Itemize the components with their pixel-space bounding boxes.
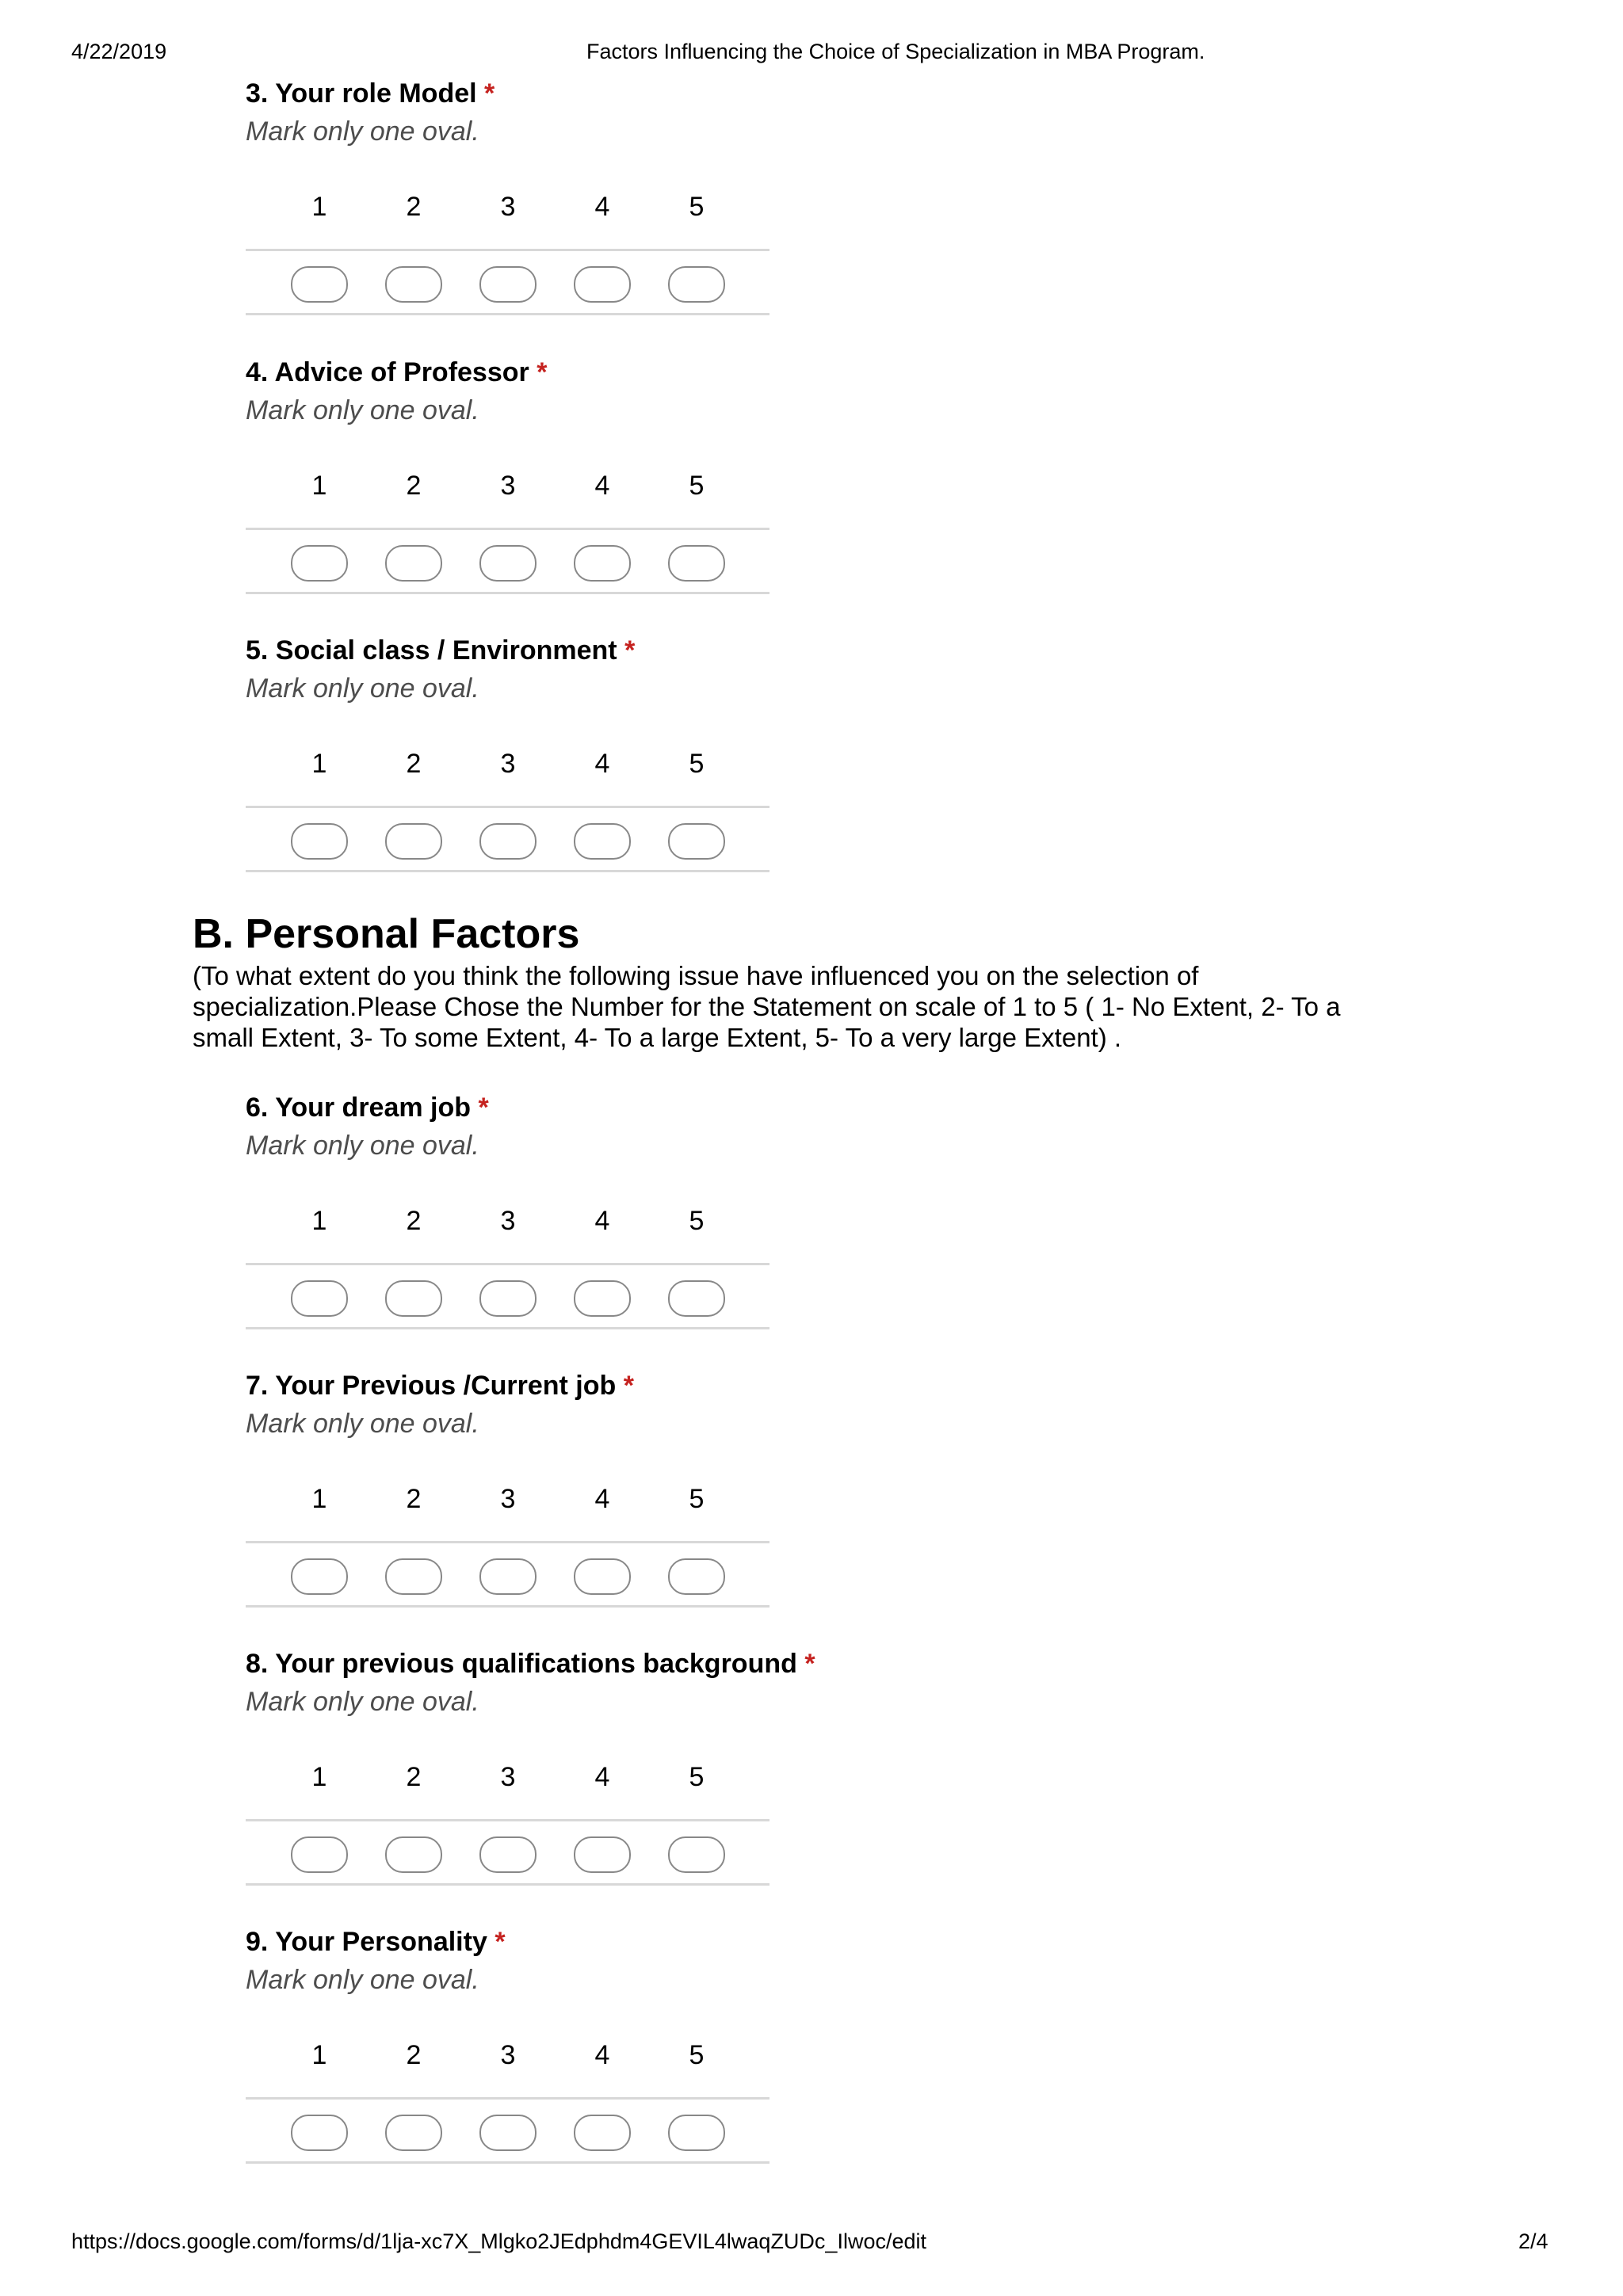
scale-label-1: 1 <box>311 1484 327 1514</box>
required-asterisk: * <box>537 357 548 387</box>
scale-label-4: 4 <box>594 1762 610 1792</box>
section-description: (To what extent do you think the following issue have influenced you on the selection of specialization.Please Chose the Number for the Statement on scale of 1 to 5 ( 1- No Extent, 2- To a small Extent, 3- To some Extent, 4- To a large Extent, 5- To a very large Extent) . <box>193 961 1341 1052</box>
scale-divider-bottom <box>246 1327 769 1329</box>
scale-divider-top <box>246 1263 769 1265</box>
scale-label-3: 3 <box>500 749 516 779</box>
question-title <box>246 78 495 109</box>
scale-label-1: 1 <box>311 749 327 779</box>
scale-divider-bottom <box>246 2161 769 2164</box>
scale-option-2-oval[interactable] <box>385 2115 442 2151</box>
question-title-text: 5. Social class / Environment <box>246 635 617 666</box>
scale-option-4-oval[interactable] <box>574 545 631 582</box>
scale-option-1-oval[interactable] <box>291 266 348 303</box>
scale-label-5: 5 <box>689 471 705 501</box>
scale-label-4: 4 <box>594 471 610 501</box>
question-title <box>246 1648 815 1680</box>
question-6 <box>0 78 872 347</box>
required-asterisk: * <box>484 78 495 109</box>
required-asterisk: * <box>804 1649 815 1679</box>
linear-scale <box>246 1759 769 1886</box>
scale-option-3-oval[interactable] <box>479 1836 537 1873</box>
scale-label-2: 2 <box>406 1484 422 1514</box>
scale-option-4-oval[interactable] <box>574 266 631 303</box>
page-url: https://docs.google.com/forms/d/1lja-xc7X_Mlgko2JEdphdm4GEVIL4lwaqZUDc_Ilwoc/edit <box>71 2229 926 2253</box>
print-date: 4/22/2019 <box>71 40 167 63</box>
scale-label-5: 5 <box>689 2040 705 2070</box>
scale-option-2-oval[interactable] <box>385 1558 442 1595</box>
scale-option-1-oval[interactable] <box>291 1836 348 1873</box>
required-asterisk: * <box>623 1371 634 1401</box>
linear-scale <box>246 1481 769 1608</box>
scale-option-2-oval[interactable] <box>385 1280 442 1317</box>
scale-divider-top <box>246 806 769 808</box>
scale-label-2: 2 <box>406 192 422 222</box>
form-title: Factors Influencing the Choice of Specialization in MBA Program. <box>586 40 1205 63</box>
scale-option-5-oval[interactable] <box>668 545 725 582</box>
scale-label-1: 1 <box>311 1762 327 1792</box>
scale-divider-bottom <box>246 1883 769 1886</box>
scale-option-1-oval[interactable] <box>291 1558 348 1595</box>
question-8 <box>0 635 872 904</box>
question-hint: Mark only one oval. <box>246 1409 479 1439</box>
question-title <box>246 1092 489 1123</box>
linear-scale <box>246 2037 769 2164</box>
linear-scale <box>246 189 769 315</box>
linear-scale <box>246 1203 769 1329</box>
question-title <box>246 357 547 388</box>
scale-option-3-oval[interactable] <box>479 823 537 860</box>
question-hint: Mark only one oval. <box>246 116 479 147</box>
scale-divider-bottom <box>246 313 769 315</box>
scale-label-2: 2 <box>406 2040 422 2070</box>
scale-label-5: 5 <box>689 1206 705 1236</box>
section-title: B. Personal Factors <box>193 911 580 957</box>
scale-option-5-oval[interactable] <box>668 2115 725 2151</box>
scale-label-3: 3 <box>500 1206 516 1236</box>
question-9 <box>0 1092 872 1361</box>
scale-option-1-oval[interactable] <box>291 823 348 860</box>
scale-label-3: 3 <box>500 1484 516 1514</box>
scale-label-1: 1 <box>311 2040 327 2070</box>
required-asterisk: * <box>478 1093 489 1123</box>
scale-label-5: 5 <box>689 192 705 222</box>
scale-label-4: 4 <box>594 1206 610 1236</box>
required-asterisk: * <box>624 635 636 666</box>
scale-label-3: 3 <box>500 192 516 222</box>
scale-divider-bottom <box>246 870 769 872</box>
question-hint: Mark only one oval. <box>246 1131 479 1161</box>
scale-option-2-oval[interactable] <box>385 823 442 860</box>
scale-option-4-oval[interactable] <box>574 1836 631 1873</box>
question-hint: Mark only one oval. <box>246 673 479 704</box>
scale-label-5: 5 <box>689 1484 705 1514</box>
scale-divider-bottom <box>246 592 769 594</box>
scale-label-1: 1 <box>311 471 327 501</box>
scale-label-3: 3 <box>500 471 516 501</box>
scale-label-4: 4 <box>594 192 610 222</box>
question-title <box>246 1370 634 1402</box>
question-hint: Mark only one oval. <box>246 1687 479 1717</box>
scale-divider-top <box>246 1819 769 1821</box>
scale-option-2-oval[interactable] <box>385 545 442 582</box>
scale-label-4: 4 <box>594 2040 610 2070</box>
scale-option-3-oval[interactable] <box>479 545 537 582</box>
required-asterisk: * <box>495 1927 506 1957</box>
question-title-text: 6. Your dream job <box>246 1093 472 1123</box>
linear-scale <box>246 746 769 872</box>
scale-divider-bottom <box>246 1605 769 1608</box>
scale-option-3-oval[interactable] <box>479 1280 537 1317</box>
question-title-text: 4. Advice of Professor <box>246 357 529 387</box>
scale-label-2: 2 <box>406 1762 422 1792</box>
scale-option-2-oval[interactable] <box>385 266 442 303</box>
scale-option-2-oval[interactable] <box>385 1836 442 1873</box>
scale-option-4-oval[interactable] <box>574 823 631 860</box>
scale-option-3-oval[interactable] <box>479 2115 537 2151</box>
scale-label-2: 2 <box>406 749 422 779</box>
question-title-text: 3. Your role Model <box>246 78 477 109</box>
scale-option-4-oval[interactable] <box>574 1280 631 1317</box>
scale-label-1: 1 <box>311 1206 327 1236</box>
question-title-text: 9. Your Personality <box>246 1927 487 1957</box>
question-title <box>246 635 635 666</box>
scale-label-3: 3 <box>500 1762 516 1792</box>
scale-label-3: 3 <box>500 2040 516 2070</box>
question-hint: Mark only one oval. <box>246 395 479 425</box>
scale-option-5-oval[interactable] <box>668 823 725 860</box>
scale-divider-top <box>246 2097 769 2100</box>
question-title <box>246 1926 506 1958</box>
scale-option-4-oval[interactable] <box>574 2115 631 2151</box>
scale-option-1-oval[interactable] <box>291 1280 348 1317</box>
scale-option-5-oval[interactable] <box>668 1558 725 1595</box>
scale-option-1-oval[interactable] <box>291 2115 348 2151</box>
question-hint: Mark only one oval. <box>246 1965 479 1995</box>
question-11 <box>0 1648 872 1917</box>
scale-option-5-oval[interactable] <box>668 1280 725 1317</box>
scale-option-3-oval[interactable] <box>479 1558 537 1595</box>
scale-option-5-oval[interactable] <box>668 1836 725 1873</box>
scale-option-3-oval[interactable] <box>479 266 537 303</box>
scale-label-2: 2 <box>406 1206 422 1236</box>
scale-option-5-oval[interactable] <box>668 266 725 303</box>
scale-label-5: 5 <box>689 1762 705 1792</box>
question-7 <box>0 357 872 626</box>
scale-label-2: 2 <box>406 471 422 501</box>
page-number: 2/4 <box>1518 2229 1549 2253</box>
scale-divider-top <box>246 249 769 251</box>
question-title-text: 7. Your Previous /Current job <box>246 1371 617 1401</box>
scale-label-4: 4 <box>594 1484 610 1514</box>
question-12 <box>0 1926 872 2195</box>
scale-divider-top <box>246 1541 769 1543</box>
scale-label-4: 4 <box>594 749 610 779</box>
scale-divider-top <box>246 528 769 530</box>
question-title-text: 8. Your previous qualifications background <box>246 1649 797 1679</box>
scale-label-5: 5 <box>689 749 705 779</box>
scale-option-1-oval[interactable] <box>291 545 348 582</box>
scale-label-1: 1 <box>311 192 327 222</box>
linear-scale <box>246 467 769 594</box>
question-10 <box>0 1370 872 1639</box>
scale-option-4-oval[interactable] <box>574 1558 631 1595</box>
